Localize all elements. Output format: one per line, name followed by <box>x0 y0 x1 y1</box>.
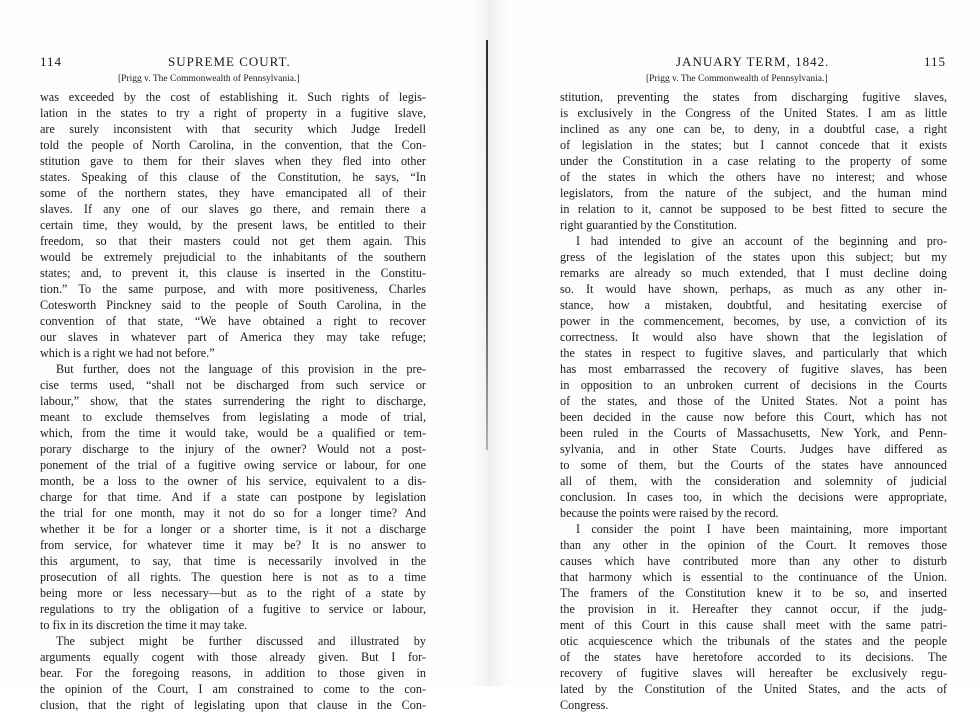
text-line: of legislation in the states; but I cannot concede that it exists <box>560 138 947 152</box>
text-line: was exceeded by the cost of establishing it. Such rights of legis- <box>40 90 426 104</box>
text-line: cise terms used, “shall not be discharged from such service or <box>40 378 426 392</box>
text-line: states. Speaking of this clause of the Constitution, he says, “In <box>40 170 426 184</box>
text-line: causes which have contributed more than any other to disturb <box>560 554 947 568</box>
text-line: otic acquiescence which the tribunals of the states and the people <box>560 634 947 648</box>
text-line: recovery of fugitive slaves will hereafter be exclusively regu- <box>560 666 947 680</box>
text-line: ment of this Court in this cause shall meet with the same patri- <box>560 618 947 632</box>
text-line: from service, for whatever time it may be? It is no answer to <box>40 538 426 552</box>
text-line: tion.” To the same purpose, and with more positiveness, Charles <box>40 282 426 296</box>
text-line: this argument, to say, that time is necessarily involved in the <box>40 554 426 568</box>
text-line: freedom, so that their masters could not get them again. This <box>40 234 426 248</box>
text-line: that harmony which is essential to the continuance of the Union. <box>560 570 947 584</box>
text-line: ponement of the trial of a fugitive owing service or labour, for one <box>40 458 426 472</box>
text-line: all of them, with the consideration and solemnity of judicial <box>560 474 947 488</box>
text-line: been decided in the cause now before this Court, which has not <box>560 410 947 424</box>
text-line: because the points were raised by the record. <box>560 506 779 520</box>
text-line: charge for that time. And if a state can postpone by legislation <box>40 490 426 504</box>
text-line: under the Constitution in a case relating to the property of some <box>560 154 947 168</box>
left-body-text <box>40 89 426 713</box>
text-line: of the states in which the others have no interest; and whose <box>560 170 947 184</box>
text-line: convention of that state, “We have obtained a right to recover <box>40 314 426 328</box>
text-line: stitution gave to them for their slaves when they fled into other <box>40 154 426 168</box>
text-line: has most embarrassed the recovery of fugitive slaves, has been <box>560 362 947 376</box>
text-line: arguments equally cogent with those already given. But I for- <box>40 650 426 664</box>
text-line: our slaves in whatever part of America they may take refuge; <box>40 330 426 344</box>
gutter-line <box>486 40 488 450</box>
text-line: so. It would have shown, perhaps, as much as any other in- <box>560 282 947 296</box>
text-line: remarks are already so much extended, that I must decline doing <box>560 266 947 280</box>
text-line: bear. For the foregoing reasons, in addition to those given in <box>40 666 426 680</box>
text-line: prosecution of all rights. The question here is not as to a time <box>40 570 426 584</box>
text-line: clusion, that the right of legislating upon that clause in the Con- <box>40 698 426 712</box>
left-case-reference: [Prigg v. The Commonwealth of Pennsylvania.] <box>118 74 300 84</box>
right-body-text <box>560 89 947 713</box>
right-page <box>500 0 980 712</box>
text-line: the trial for one month, may it not do so for a longer time? And <box>40 506 426 520</box>
text-line: gress of the legislation of the states upon this subject; but my <box>560 250 947 264</box>
text-line: being more or less necessary—but as to the right of a state by <box>40 586 426 600</box>
text-line: the provision in it. Hereafter they cannot occur, if the judg- <box>560 602 947 616</box>
left-page <box>0 0 478 712</box>
text-line: the opinion of the Court, I am constrained to come to the con- <box>40 682 426 696</box>
text-line: in opposition to an unbroken current of decisions in the Courts <box>560 378 947 392</box>
text-line: lated by the Constitution of the United States, and the acts of <box>560 682 947 696</box>
text-line: legislators, from the nature of the subject, and the human mind <box>560 186 947 200</box>
text-line: The subject might be further discussed and illustrated by <box>56 634 426 648</box>
left-page-number: 114 <box>40 54 63 69</box>
text-line: regulations to try the obligation of a fugitive to service or labour, <box>40 602 426 616</box>
text-line: told the people of North Carolina, in the convention, that the Con- <box>40 138 426 152</box>
text-line: been ruled in the Courts of Massachusetts, New York, and Penn- <box>560 426 947 440</box>
text-line: inclined as any one can be, to deny, in a doubtful case, a right <box>560 122 947 136</box>
text-line: lation in the states to try a right of property in a fugitive slave, <box>40 106 426 120</box>
text-line: whether it be for a longer or a shorter time, is it not a discharge <box>40 522 426 536</box>
text-line: stitution, preventing the states from discharging fugitive slaves, <box>560 90 947 104</box>
text-line: Cotesworth Pinckney said to the people of South Carolina, in the <box>40 298 426 312</box>
text-line: meant to exclude themselves from legislating a mode of trial, <box>40 410 426 424</box>
text-line: right guarantied by the Constitution. <box>560 218 738 232</box>
text-line: of the states, and those of the United States. Not a point has <box>560 394 947 408</box>
text-line: I had intended to give an account of the beginning and pro- <box>576 234 947 248</box>
text-line: sylvania, and in other State Courts. Judges have differed as <box>560 442 947 456</box>
text-line: stance, how a mistaken, doubtful, and hesitating exercise of <box>560 298 947 312</box>
left-running-head: SUPREME COURT. <box>168 54 291 69</box>
text-line: porary discharge to the injury of the owner? Would not a post- <box>40 442 426 456</box>
text-line: month, be a loss to the owner of his service, equivalent to a dis- <box>40 474 426 488</box>
text-line: power in the commencement, becomes, by use, a conviction of its <box>560 314 947 328</box>
text-line: which, from the time it would take, would be a qualified or tem- <box>40 426 426 440</box>
text-line: Congress. <box>560 698 609 712</box>
text-line: some of the northern states, they have emancipated all of their <box>40 186 426 200</box>
text-line: would be extremely prejudicial to the inhabitants of the southern <box>40 250 426 264</box>
text-line: in relation to it, cannot be supposed to be best fitted to secure the <box>560 202 947 216</box>
text-line: labour,” show, that the states surrendering the right to discharge, <box>40 394 426 408</box>
text-line: the states in respect to fugitive slaves, and particularly that which <box>560 346 947 360</box>
text-line: to fix in its discretion the time it may take. <box>40 618 248 632</box>
text-line: But further, does not the language of this provision in the pre- <box>56 362 426 376</box>
text-line: I consider the point I have been maintaining, more important <box>576 522 947 536</box>
text-line: correctness. It would also have shown that the legislation of <box>560 330 947 344</box>
text-line: states; and, to prevent it, this clause is inserted in the Constitu- <box>40 266 426 280</box>
text-line: certain time, they would, by the present laws, be entitled to their <box>40 218 426 232</box>
text-line: than any other in the opinion of the Court. It removes those <box>560 538 947 552</box>
text-line: The framers of the Constitution knew it to be so, and inserted <box>560 586 947 600</box>
text-line: slaves. If any one of our slaves go there, and remain there a <box>40 202 426 216</box>
right-page-number: 115 <box>924 54 947 69</box>
text-line: of the states have heretofore accorded to its decisions. The <box>560 650 947 664</box>
text-line: which is a right we had not before.” <box>40 346 215 360</box>
text-line: to some of them, but the Courts of the states have announced <box>560 458 947 472</box>
text-line: is exclusively in the Congress of the United States. I am as little <box>560 106 947 120</box>
right-running-head: JANUARY TERM, 1842. <box>676 54 830 69</box>
right-case-reference: [Prigg v. The Commonwealth of Pennsylvania.] <box>646 74 828 84</box>
text-line: conclusion. In cases too, in which the decisions were appropriate, <box>560 490 947 504</box>
text-line: are surely inconsistent with that security which Judge Iredell <box>40 122 426 136</box>
